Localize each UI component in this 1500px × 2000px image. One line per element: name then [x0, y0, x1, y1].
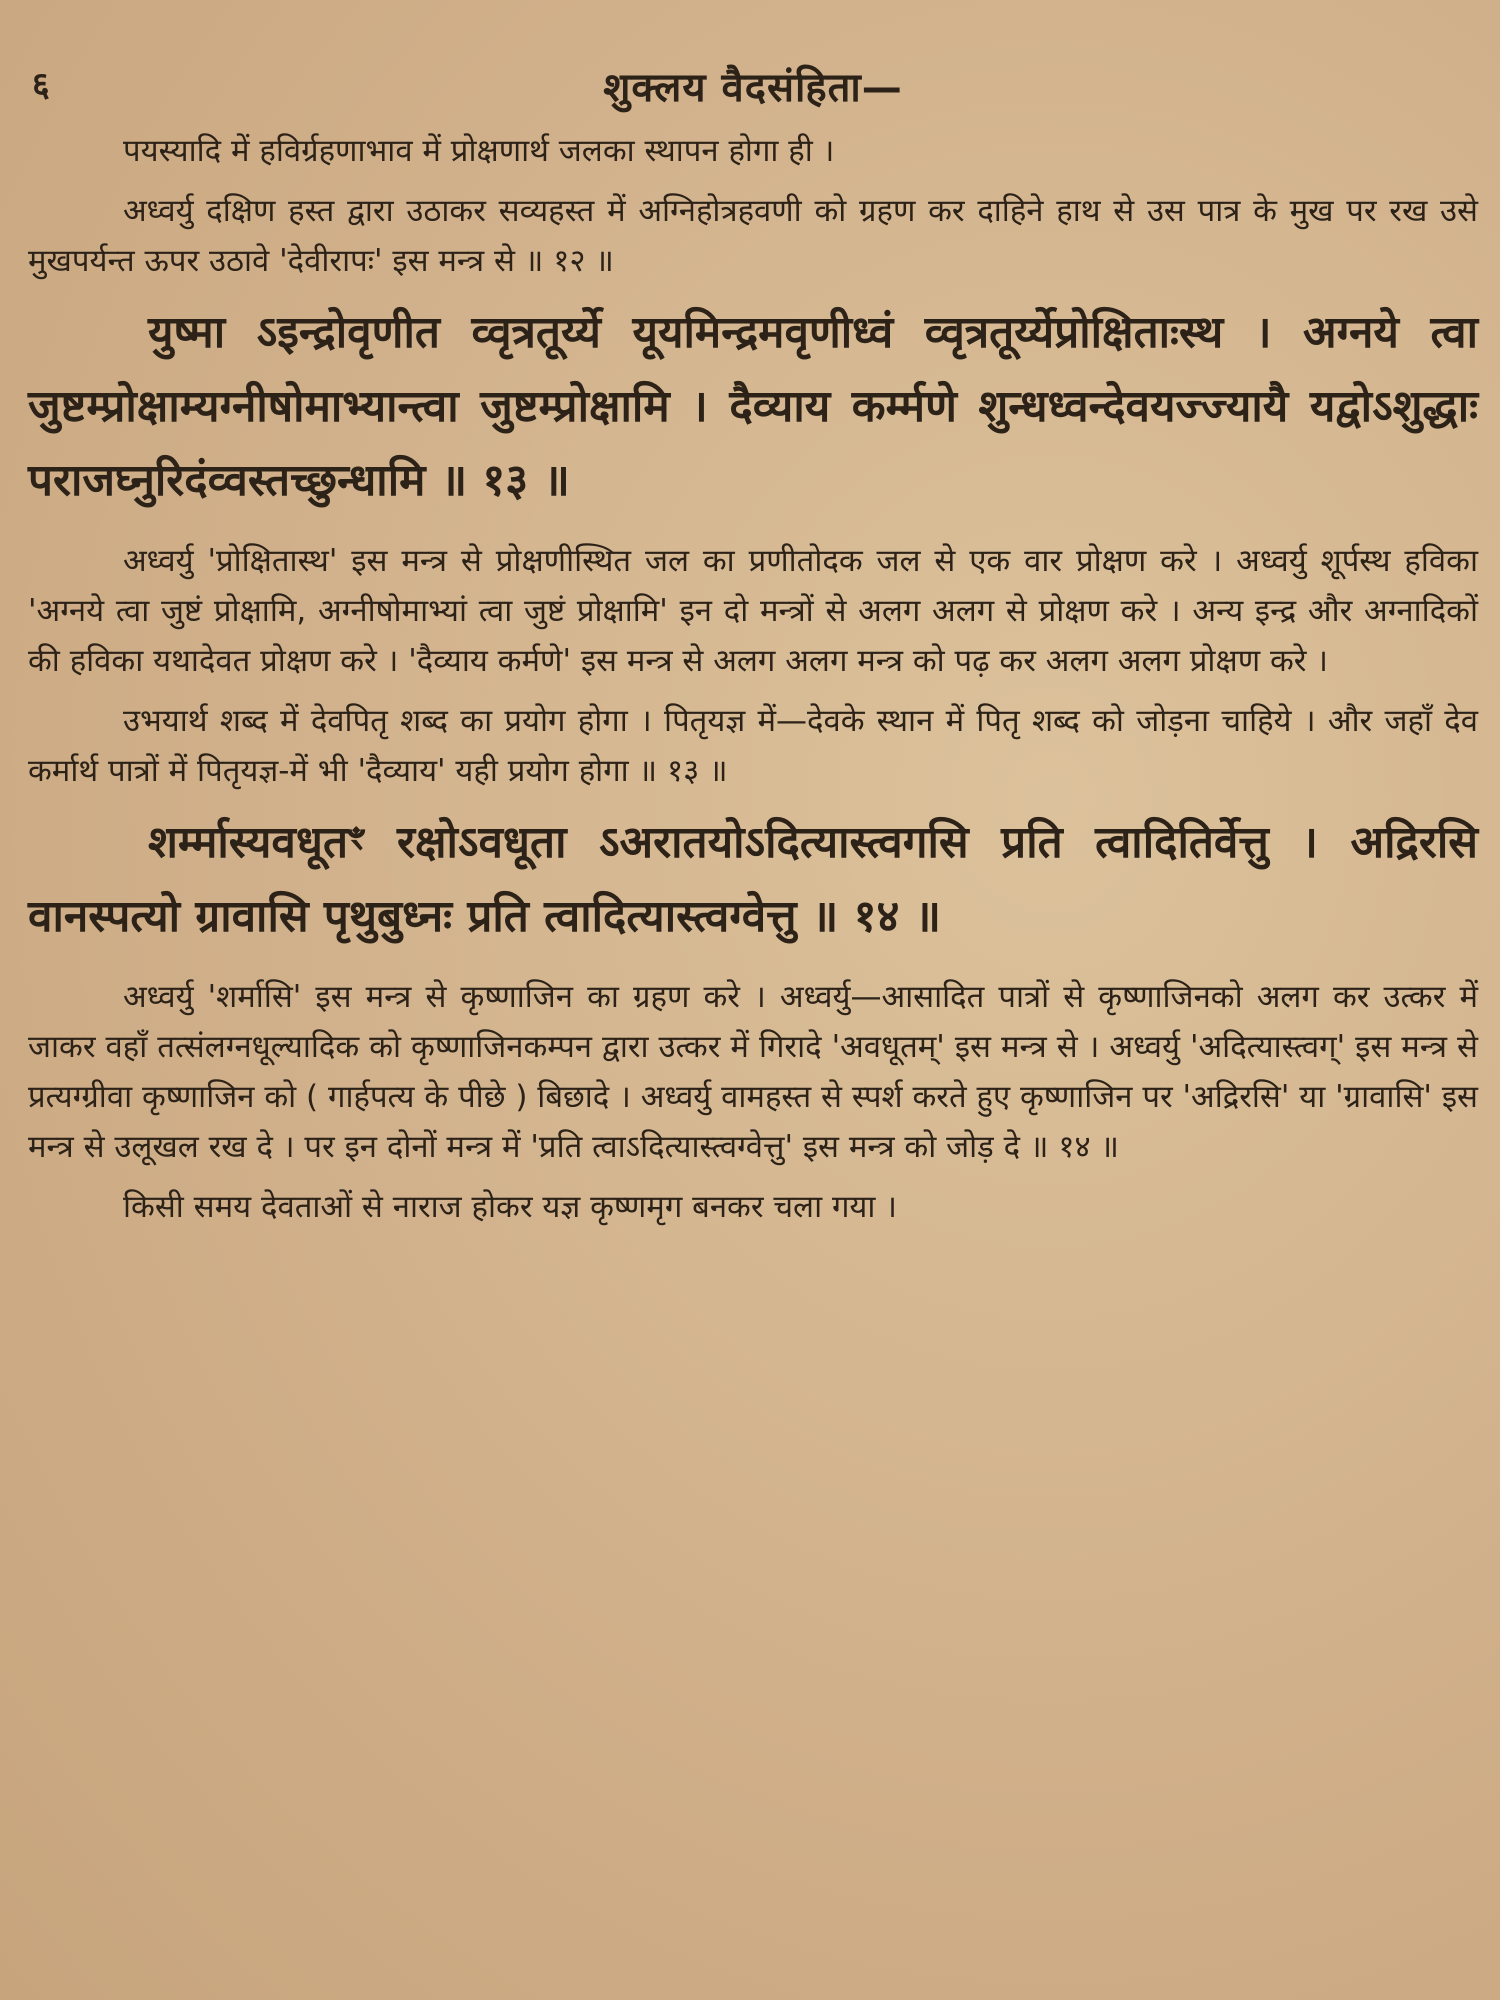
commentary-paragraph: अध्वर्यु 'शर्मासि' इस मन्त्र से कृष्णाजिन का ग्रहण करे । अध्वर्यु—आसादित पात्रों से कृष्णाजिनको अलग कर उत्कर में जाकर वहाँ तत्संलग्नधूल्यादिक को कृष्णाजिनकम्पन द्वारा उत्कर में गिरादे 'अवधूतम्' इस मन्त्र से । अध्वर्यु 'अदित्यास्त्वग्' इस मन्त्र से प्रत्यग्ग्रीवा कृष्णाजिन को ( गार्हपत्य के पीछे ) बिछादे । अध्वर्यु वामहस्त से स्पर्श करते हुए कृष्णाजिन पर 'अद्रिरसि' या 'ग्रावासि' इस मन्त्र से उलूखल रख दे । पर इन दोनों मन्त्र में 'प्रति त्वाऽदित्यास्त्वग्वेत्तु' इस मन्त्र को जोड़ दे ॥ १४ ॥ — [28, 979, 1478, 1165]
page-number: ६ — [32, 65, 50, 105]
commentary-paragraph: अध्वर्यु दक्षिण हस्त द्वारा उठाकर सव्यहस्त में अग्निहोत्रहवणी को ग्रहण कर दाहिने हाथ से उस पात्र के मुख पर रख उसे मुखपर्यन्त ऊपर उठावे 'देवीरापः' इस मन्त्र से ॥ १२ ॥ — [28, 193, 1478, 279]
page-header — [28, 50, 1478, 111]
mantra-verse: शर्म्मास्यवधूतꣳ रक्षोऽवधूता ऽअरातयोऽदित्यास्त्वगसि प्रति त्वादितिर्वेत्तु । अद्रिरसि वानस्पत्यो ग्रावासि पृथुबुध्नः प्रति त्वादित्यास्त्वग्वेत्तु ॥ १४ ॥ — [28, 817, 1478, 942]
running-title: शुक्लय वैदसंहिता— — [603, 65, 903, 111]
commentary-paragraph: अध्वर्यु 'प्रोक्षितास्थ' इस मन्त्र से प्रोक्षणीस्थित जल का प्रणीतोदक जल से एक वार प्रोक्षण करे । अध्वर्यु शूर्पस्थ हविका 'अग्नये त्वा जुष्टं प्रोक्षामि, अग्नीषोमाभ्यां त्वा जुष्टं प्रोक्षामि' इन दो मन्त्रों से अलग अलग से प्रोक्षण करे । अन्य इन्द्र और अग्नादिकों की हविका यथादेवत प्रोक्षण करे । 'दैव्याय कर्मणे' इस मन्त्र से अलग अलग मन्त्र को पढ़ कर अलग अलग प्रोक्षण करे । — [28, 543, 1478, 679]
commentary-paragraph: उभयार्थ शब्द में देवपितृ शब्द का प्रयोग होगा । पितृयज्ञ में—देवके स्थान में पितृ शब्द को जोड़ना चाहिये । और जहाँ देव कर्मार्थ पात्रों में पितृयज्ञ-में भी 'दैव्याय' यही प्रयोग होगा ॥ १३ ॥ — [28, 703, 1478, 789]
mantra-verse: युष्मा ऽइन्द्रोवृणीत व्वृत्रतूर्य्ये यूयमिन्द्रमवृणीध्वं व्वृत्रतूर्य्येप्रोक्षिताःस्थ । अग्नये त्वा जुष्टम्प्रोक्षाम्यग्नीषोमाभ्यान्त्वा जुष्टम्प्रोक्षामि । दैव्याय कर्म्मणे शुन्धध्वन्देवयज्ज्यायै यद्वोऽशुद्धाः पराजघ्नुरिदंव्वस्तच्छुन्धामि ॥ १३ ॥ — [28, 307, 1478, 506]
commentary-paragraph: पयस्यादि में हविर्ग्रहणाभाव में प्रोक्षणार्थ जलका स्थापन होगा ही । — [123, 133, 835, 169]
commentary-paragraph: किसी समय देवताओं से नाराज होकर यज्ञ कृष्णमृग बनकर चला गया । — [123, 1189, 898, 1225]
